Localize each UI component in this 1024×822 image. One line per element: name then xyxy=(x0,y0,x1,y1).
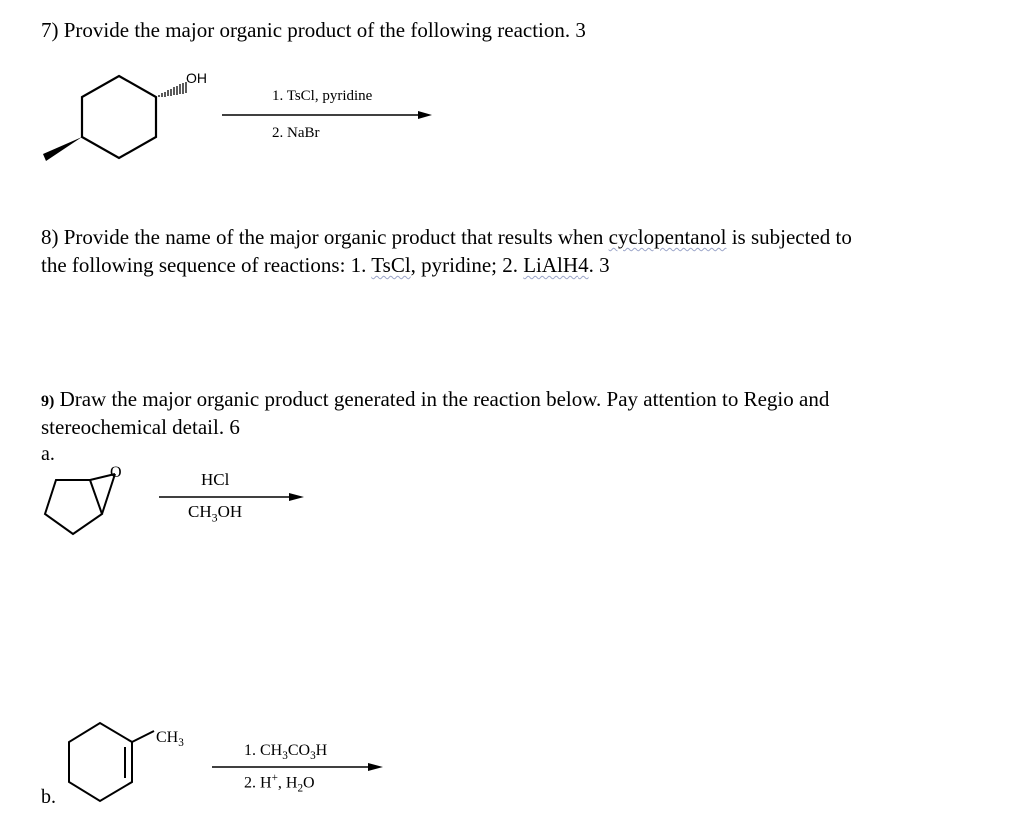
q7-solid-wedge xyxy=(43,137,82,161)
q7-hashed-wedge xyxy=(159,82,186,97)
tscl-word: TsCl xyxy=(371,253,411,277)
q9a-o-label: O xyxy=(110,464,122,481)
question-8-line2: the following sequence of reactions: 1. TsCl, pyridine; 2. LiAlH4. 3 xyxy=(41,253,610,277)
question-7-text: 7) Provide the major organic product of the following reaction. 3 xyxy=(41,18,586,42)
q7-oh-label: OH xyxy=(186,70,207,86)
q9a-epoxide-structure xyxy=(45,474,115,534)
q9a-reagent-bottom: $CH_3OH$ xyxy=(188,502,243,525)
question-9-line1: 9) Draw the major organic product generated in the reaction below. Pay attention to Regio and xyxy=(41,387,830,411)
q9b-cyclohexene-structure xyxy=(69,723,154,801)
question-8-line1: 8) Provide the name of the major organic product that results when cyclopentanol is subjected to xyxy=(41,225,852,249)
q7-reagent-step2: 2. NaBr xyxy=(272,125,320,141)
q7-reagent-step1: 1. TsCl, pyridine xyxy=(272,88,373,104)
q7-cyclohexane-ring xyxy=(82,76,156,158)
lialh4-word: LiAlH4 xyxy=(523,253,589,277)
q9b-reagent-step2: 2. H+, $H_2O$ xyxy=(244,772,315,795)
part-b-label: b. xyxy=(41,786,56,808)
cyclopentanol-word: cyclopentanol xyxy=(608,225,727,249)
q9b-reagent-step1: 1. $CH_3CO_3H$ xyxy=(244,742,328,763)
q9b-ch3-label: $CH_3$ xyxy=(156,729,184,750)
q9a-reagent-top: HCl xyxy=(201,470,230,489)
question-9-line2: stereochemical detail. 6 xyxy=(41,415,240,439)
part-a-label: a. xyxy=(41,443,55,465)
